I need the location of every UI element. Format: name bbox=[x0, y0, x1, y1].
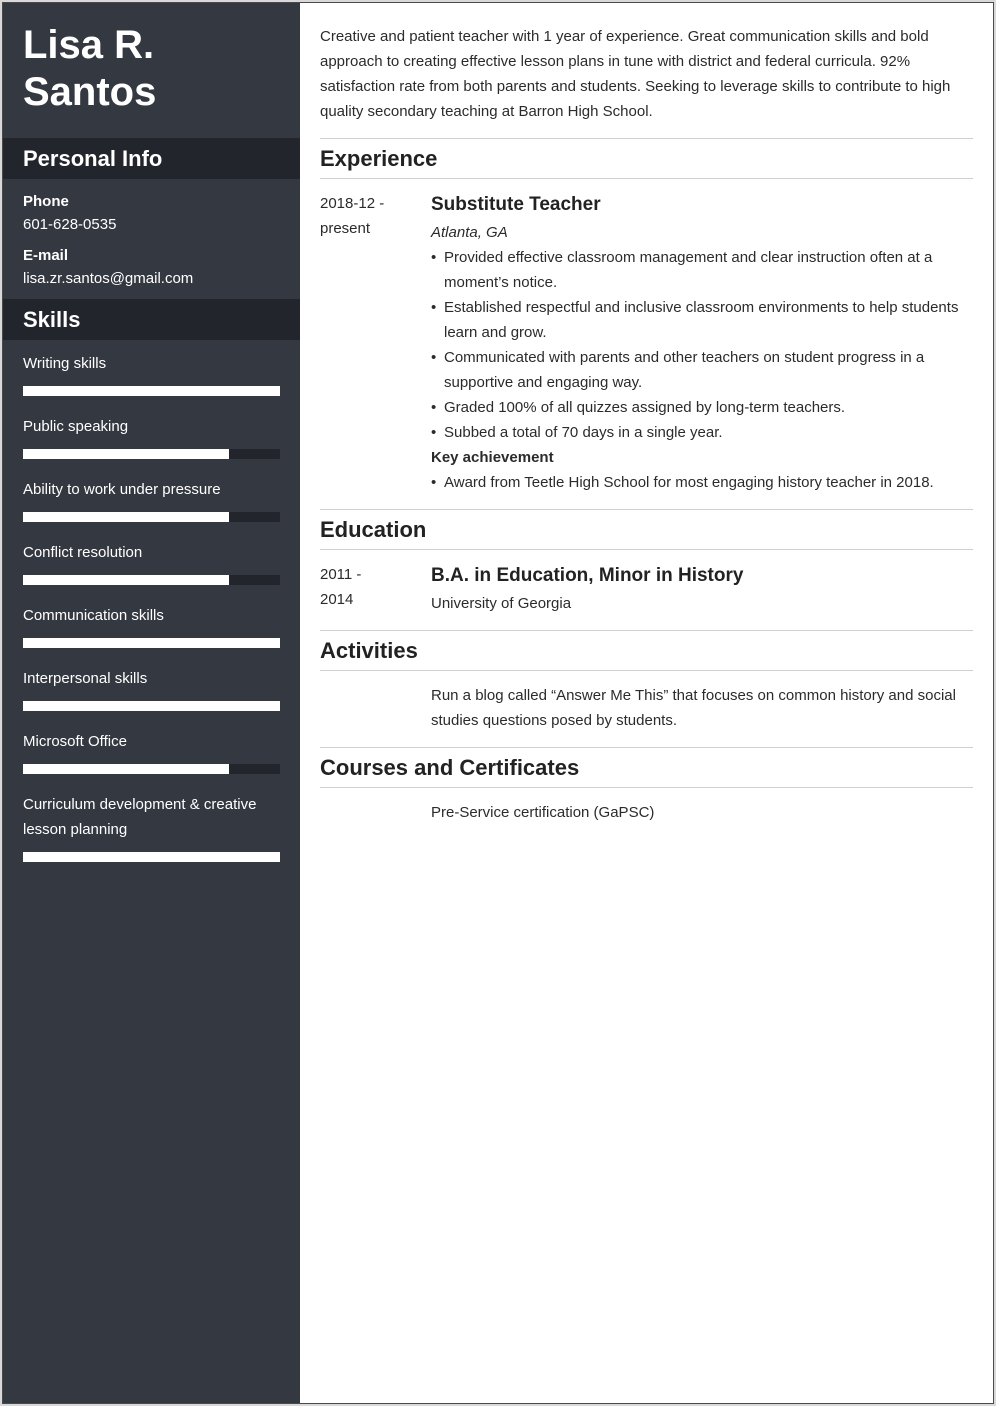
skill-item bbox=[23, 414, 280, 459]
main-content bbox=[300, 3, 993, 1403]
skill-level-bar bbox=[23, 449, 280, 459]
school-name: University of Georgia bbox=[431, 595, 572, 612]
activities-text: Run a blog called “Answer Me This” that focuses on common history and social studies questions posed by students. bbox=[431, 687, 956, 729]
skill-level-bar bbox=[23, 512, 280, 522]
skill-level-bar bbox=[23, 852, 280, 862]
skills-heading: Skills bbox=[3, 299, 300, 340]
key-achievement-bullets bbox=[431, 470, 973, 495]
skill-level-fill bbox=[23, 701, 280, 711]
skills-list bbox=[3, 340, 300, 862]
experience-entry bbox=[320, 191, 973, 495]
list-item: • Subbed a total of 70 days in a single year. bbox=[431, 420, 973, 445]
activities-heading: Activities bbox=[320, 630, 973, 671]
skill-name: Communication skills bbox=[23, 607, 164, 624]
list-item: • Award from Teetle High School for most engaging history teacher in 2018. bbox=[431, 470, 973, 495]
skill-item bbox=[23, 477, 280, 522]
list-item: • Established respectful and inclusive classroom environments to help students learn and grow. bbox=[431, 295, 973, 345]
skill-name: Conflict resolution bbox=[23, 544, 143, 561]
experience-dates bbox=[320, 191, 431, 495]
education-date-start: 2011 - bbox=[320, 566, 362, 583]
education-dates bbox=[320, 562, 431, 616]
skill-level-fill bbox=[23, 512, 229, 522]
education-date-end: 2014 bbox=[320, 591, 354, 608]
skill-level-fill bbox=[23, 386, 280, 396]
job-bullets bbox=[431, 245, 973, 445]
name-line-1: Lisa R. bbox=[23, 23, 155, 67]
courses-heading: Courses and Certificates bbox=[320, 747, 973, 788]
skill-level-fill bbox=[23, 638, 280, 648]
skill-name: Ability to work under pressure bbox=[23, 481, 221, 498]
email-value: lisa.zr.santos@gmail.com bbox=[23, 270, 194, 287]
activities-entry bbox=[320, 683, 973, 733]
job-title: Substitute Teacher bbox=[431, 194, 601, 215]
skill-level-bar bbox=[23, 386, 280, 396]
education-body bbox=[431, 562, 973, 616]
skill-item bbox=[23, 540, 280, 585]
list-item: • Graded 100% of all quizzes assigned by long-term teachers. bbox=[431, 395, 973, 420]
experience-date-end: present bbox=[320, 220, 371, 237]
email-label: E-mail bbox=[23, 247, 69, 264]
skill-name: Writing skills bbox=[23, 355, 107, 372]
skill-level-fill bbox=[23, 764, 229, 774]
personal-info-heading: Personal Info bbox=[3, 138, 300, 179]
courses-entry bbox=[320, 800, 973, 825]
courses-text: Pre-Service certification (GaPSC) bbox=[431, 804, 655, 821]
list-item: • Communicated with parents and other teachers on student progress in a supportive and engaging way. bbox=[431, 345, 973, 395]
skill-name: Microsoft Office bbox=[23, 733, 127, 750]
phone-value: 601-628-0535 bbox=[23, 216, 117, 233]
skill-name: Interpersonal skills bbox=[23, 670, 148, 687]
skill-level-bar bbox=[23, 764, 280, 774]
personal-info bbox=[3, 179, 300, 291]
experience-body bbox=[431, 191, 973, 495]
skill-item bbox=[23, 729, 280, 774]
skill-item bbox=[23, 351, 280, 396]
skill-item bbox=[23, 666, 280, 711]
education-entry bbox=[320, 562, 973, 616]
experience-date-start: 2018-12 - bbox=[320, 195, 385, 212]
summary: Creative and patient teacher with 1 year of experience. Great communication skills and bold approach to creating effective lesson plans in tune with district and federal curricula. 92% satisfaction rate from both parents and students. Seeking to leverage skills to contribute to high quality secondary teaching at Barron High School. bbox=[320, 28, 951, 120]
skill-name: Curriculum development & creative lesson planning bbox=[23, 796, 257, 838]
candidate-name bbox=[3, 3, 300, 118]
phone-label: Phone bbox=[23, 193, 69, 210]
job-location: Atlanta, GA bbox=[431, 224, 508, 241]
skill-level-fill bbox=[23, 852, 280, 862]
skill-level-bar bbox=[23, 575, 280, 585]
skill-level-bar bbox=[23, 638, 280, 648]
list-item: • Provided effective classroom management and clear instruction often at a moment’s notice. bbox=[431, 245, 973, 295]
resume-page bbox=[2, 2, 994, 1404]
experience-heading: Experience bbox=[320, 138, 973, 179]
skill-name: Public speaking bbox=[23, 418, 129, 435]
skill-level-bar bbox=[23, 701, 280, 711]
education-heading: Education bbox=[320, 509, 973, 550]
skill-item bbox=[23, 792, 280, 862]
skill-level-fill bbox=[23, 575, 229, 585]
degree-title: B.A. in Education, Minor in History bbox=[431, 565, 744, 586]
name-line-2: Santos bbox=[23, 70, 157, 114]
skill-item bbox=[23, 603, 280, 648]
sidebar bbox=[3, 3, 300, 1403]
skill-level-fill bbox=[23, 449, 229, 459]
key-achievement-label: Key achievement bbox=[431, 449, 554, 466]
